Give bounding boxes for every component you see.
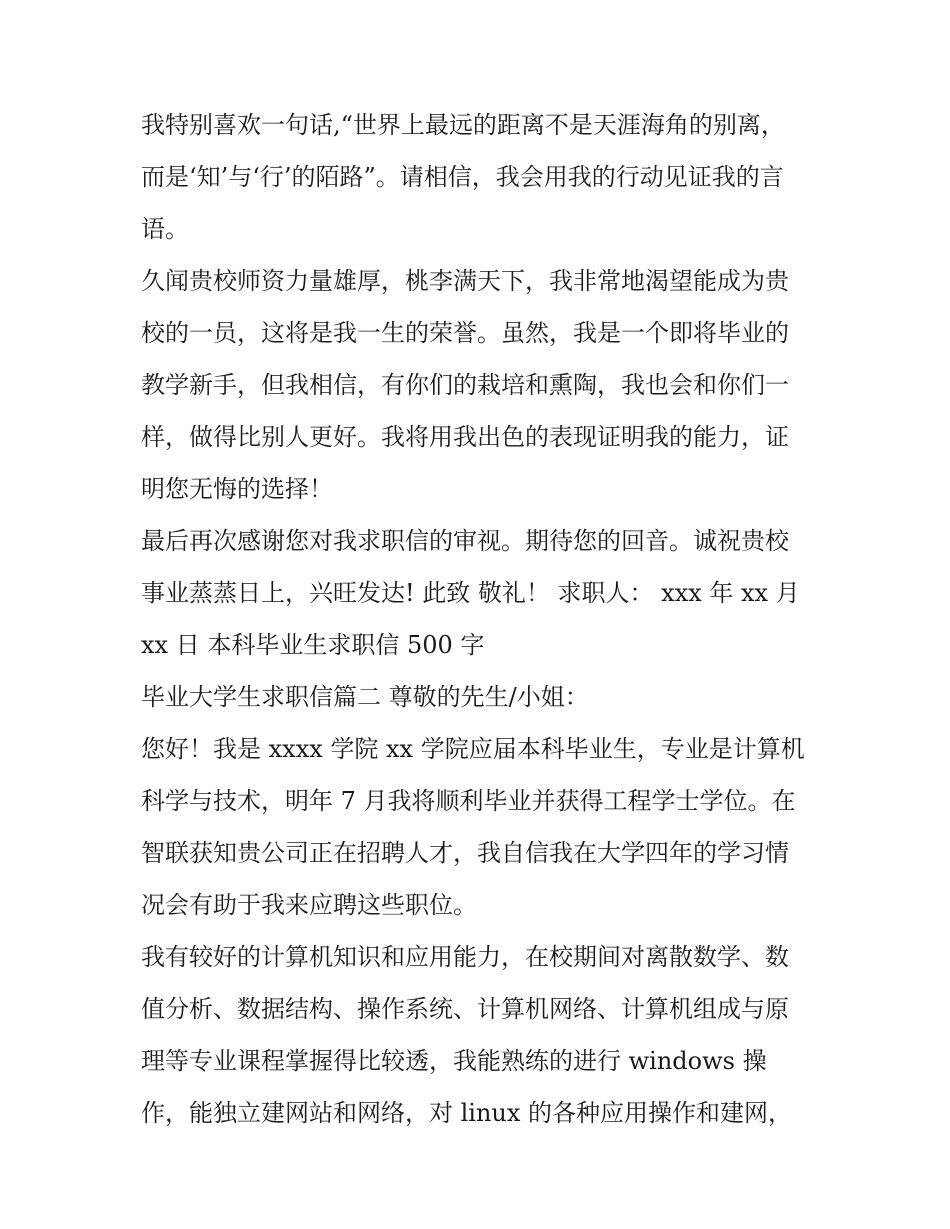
text-line: 科学与技术，明年 7 月我将顺利毕业并获得工程学士学位。在 [141,787,796,815]
text-line: 我有较好的计算机知识和应用能力，在校期间对离散数学、数 [141,943,789,971]
text-line: 况会有助于我来应聘这些职位。 [141,891,477,919]
text-line: 久闻贵校师资力量雄厚，桃李满天下，我非常地渴望能成为贵 [141,267,789,295]
text-line: 您好！我是 xxxx 学院 xx 学院应届本科毕业生，专业是计算机 [141,735,805,763]
text-line: 作，能独立建网站和网络，对 linux 的各种应用操作和建网， [141,1099,793,1127]
text-line: 毕业大学生求职信篇二 尊敬的先生/小姐： [141,683,589,711]
text-line: 值分析、数据结构、操作系统、计算机网络、计算机组成与原 [141,995,789,1023]
text-line: 我特别喜欢一句话,“世界上最远的距离不是天涯海角的别离， [141,111,785,139]
text-line: 智联获知贵公司正在招聘人才，我自信我在大学四年的学习情 [141,839,789,867]
text-line: 教学新手，但我相信，有你们的栽培和熏陶，我也会和你们一 [141,371,789,399]
text-line: 最后再次感谢您对我求职信的审视。期待您的回音。诚祝贵校 [141,527,789,555]
text-line: 事业蒸蒸日上，兴旺发达! 此致 敬礼！ 求职人： xxx 年 xx 月 [141,579,800,607]
text-line: 样，做得比别人更好。我将用我出色的表现证明我的能力，证 [141,423,789,451]
text-line: 校的一员，这将是我一生的荣誉。虽然，我是一个即将毕业的 [141,319,789,347]
text-line: xx 日 本科毕业生求职信 500 字 [141,631,485,659]
text-line: 理等专业课程掌握得比较透，我能熟练的进行 windows 操 [141,1047,767,1075]
text-line: 语。 [141,215,189,243]
text-line: 而是‘知’与‘行’的陌路”。请相信，我会用我的行动见证我的言 [141,163,784,191]
text-line: 明您无悔的选择！ [141,475,333,503]
